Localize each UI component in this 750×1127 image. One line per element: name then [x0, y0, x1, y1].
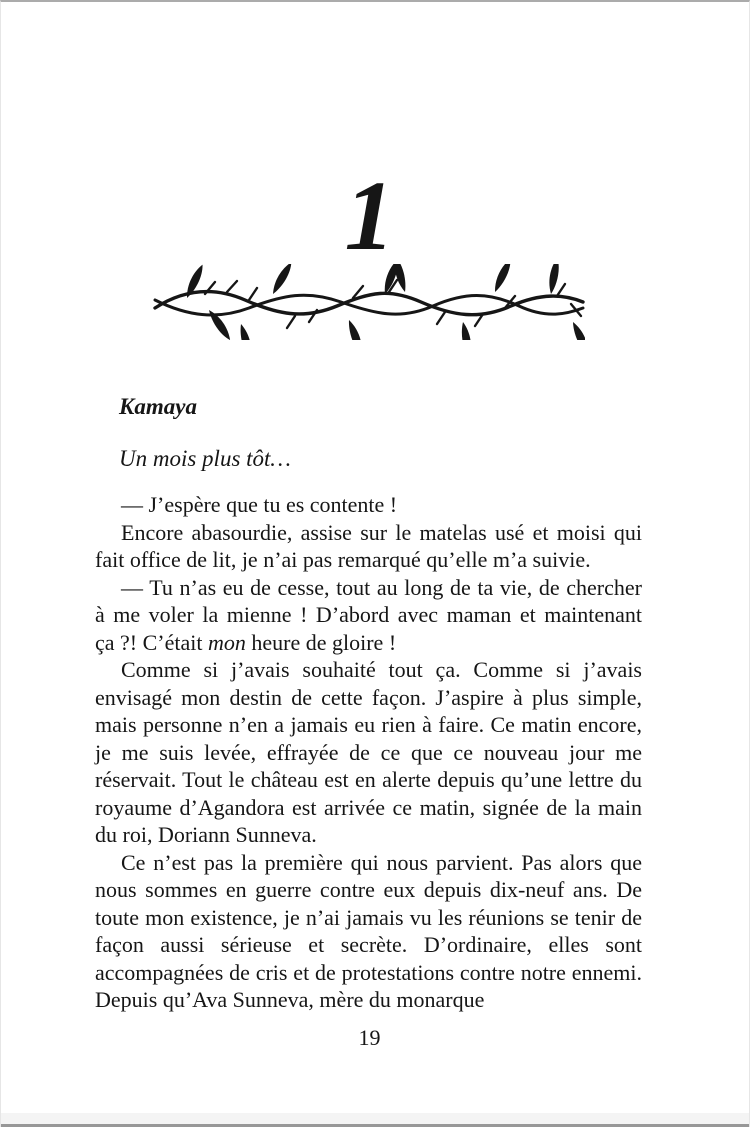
body-paragraph [95, 656, 642, 849]
paragraph-text: Ce n’est pas la première qui nous parvient. Pas alors que nous sommes en guerre contre eux depuis dix-neuf ans. De toute mon existence, je n’ai jamais vu les réunions se tenir de façon aussi sérieuse et secrète. D’ordinaire, elles sont accompagnées de cris et de protestations contre notre ennemi. Depuis qu’Ava Sunneva, mère du monarque [95, 849, 642, 1012]
paragraph-text: Comme si j’avais souhaité tout ça. Comme si j’avais envisagé mon destin de cette façon. J’aspire à plus simple, mais personne n’en a jamais eu rien à faire. Ce matin encore, je me suis levée, effrayée de ce que ce nouveau jour me réservait. Tout le château est en alerte depuis qu’une lettre du royaume d’Agandora est arrivée ce matin, signée de la main du roi, Doriann Sunneva. [95, 657, 642, 847]
paragraph-text: — Tu n’as eu de cesse, tout au long de ta vie, de chercher à me voler la mienne ! D’abord avec maman et maintenant ça ?! C’était [95, 574, 642, 655]
paragraph-text: — J’espère que tu es contente ! [121, 492, 398, 517]
emphasis-word: mon [208, 629, 246, 655]
page-bottom-edge [1, 1113, 749, 1127]
body-paragraph [95, 574, 642, 657]
page-number: 19 [358, 1025, 381, 1050]
chapter-number: 1 [344, 160, 393, 271]
body-text [95, 491, 642, 1014]
body-paragraph [95, 849, 642, 1014]
body-paragraph [95, 491, 642, 519]
paragraph-text: heure de gloire ! [245, 629, 397, 655]
time-note: Un mois plus tôt… [119, 446, 291, 471]
paragraph-text: Encore abasourdie, assise sur le matelas usé et moisi qui fait office de lit, je n’ai pas remarqué qu’elle m’a suivie. [95, 519, 642, 572]
thorny-vine-ornament-icon [153, 264, 585, 340]
pov-heading: Kamaya [119, 394, 197, 419]
body-paragraph [95, 519, 642, 574]
page-content [1, 160, 749, 1014]
